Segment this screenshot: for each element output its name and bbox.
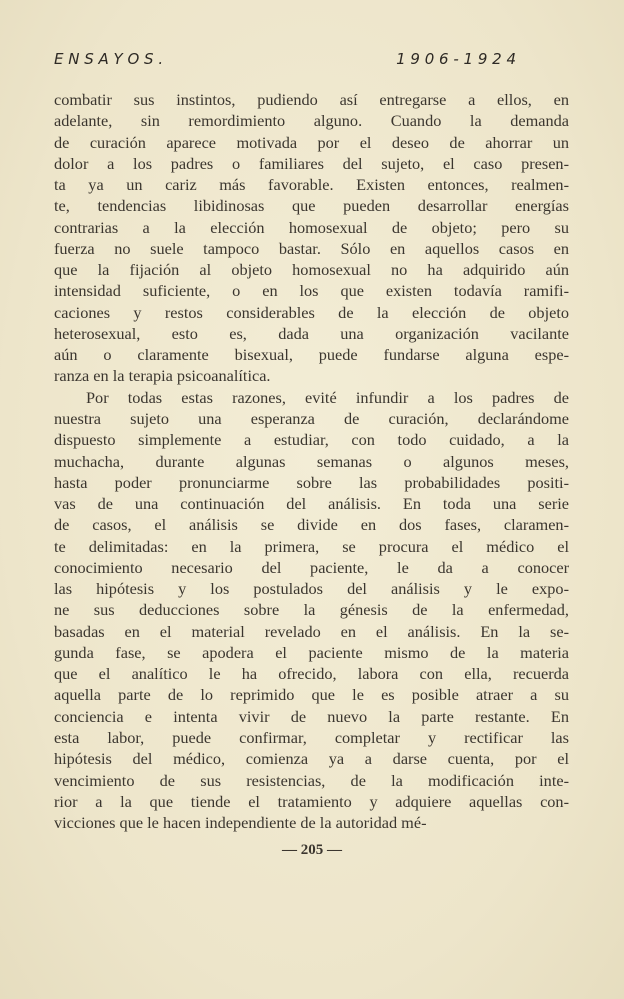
header-years: 1 9 0 6 - 1 9 2 4 [396,50,516,68]
text-line: de curación aparece motivada por el deseo de ahorrar un [54,132,569,152]
text-line: heterosexual, esto es, dada una organización vacilante [54,323,569,343]
text-line: hasta poder pronunciarme sobre las probabilidades positi- [54,472,569,492]
text-line: te delimitadas: en la primera, se procura el médico el [54,536,569,556]
text-line: aquella parte de lo reprimido que le es posible atraer a su [54,685,569,705]
text-line: las hipótesis y los postulados del análisis y le expo- [54,579,569,599]
text-line: combatir sus instintos, pudiendo así entregarse a ellos, en [54,90,569,109]
text-line: conocimiento necesario del paciente, le da a conocer [54,557,569,577]
text-line: ne sus deducciones sobre la génesis de la enfermedad, [54,600,569,620]
header-title: E N S A Y O S . [54,50,164,68]
text-line: ranza en la terapia psicoanalítica. [54,366,271,386]
body-text [54,89,569,833]
text-line: que el analítico le ha ofrecido, labora con ella, recuerda [54,664,569,684]
text-line: conciencia e intenta vivir de nuevo la parte restante. En [54,706,569,726]
running-header [54,50,516,68]
text-line: ta ya un cariz más favorable. Existen entonces, realmen- [54,175,569,195]
text-line: rior a la que tiende el tratamiento y adquiere aquellas con- [54,791,569,811]
page-number: — 205 — [282,842,342,858]
text-line: de casos, el análisis se divide en dos fases, claramen- [54,515,569,535]
text-line: adelante, sin remordimiento alguno. Cuando la demanda [54,111,569,131]
text-line: te, tendencias libidinosas que pueden desarrollar energías [54,196,569,216]
text-line: basadas en el material revelado en el análisis. En la se- [54,621,569,641]
text-line: esta labor, puede confirmar, completar y rectificar las [54,727,569,747]
text-line: intensidad suficiente, o en los que existen todavía ramifi- [54,281,569,301]
text-line: aún o claramente bisexual, puede fundarse alguna espe- [54,345,569,365]
text-line: muchacha, durante algunas semanas o algunos meses, [54,451,569,471]
text-line: caciones y restos considerables de la elección de objeto [54,302,569,322]
text-line: fuerza no suele tampoco bastar. Sólo en aquellos casos en [54,238,569,258]
text-line: nuestra sujeto una esperanza de curación, declarándome [54,408,569,428]
text-line: que la fijación al objeto homosexual no ha adquirido aún [54,260,569,280]
text-line: Por todas estas razones, evité infundir a los padres de [86,387,569,407]
text-line: vencimiento de sus resistencias, de la modificación inte- [54,770,569,790]
text-line: gunda fase, se apodera el paciente mismo de la materia [54,642,569,662]
text-line: vicciones que le hacen independiente de la autoridad mé- [54,813,427,833]
text-line: vas de una continuación del análisis. En toda una serie [54,494,569,514]
text-line: dolor a los padres o familiares del sujeto, el caso presen- [54,153,569,173]
text-line: dispuesto simplemente a estudiar, con todo cuidado, a la [54,430,569,450]
text-line: hipótesis del médico, comienza ya a darse cuenta, por el [54,749,569,769]
text-line: contrarias a la elección homosexual de objeto; pero su [54,217,569,237]
